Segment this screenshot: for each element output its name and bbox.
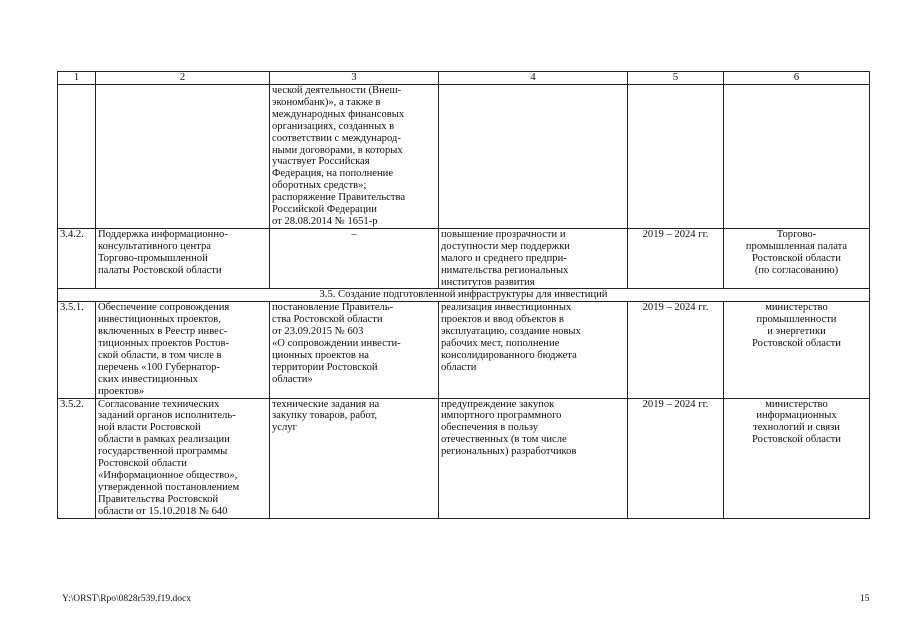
cell-line: консолидированного бюджета — [441, 349, 577, 361]
header-cell: 5 — [628, 72, 724, 85]
cell-line: ческой деятельности (Внеш- — [272, 85, 402, 96]
cell-line: территории Ростовской — [272, 361, 378, 373]
cell-line: включенных в Реестр инвес- — [98, 326, 228, 338]
table-cell — [96, 228, 270, 289]
cell-line: Торгово-промышленной — [98, 252, 208, 264]
header-cell: 6 — [724, 72, 870, 85]
cell-line: информационных — [756, 410, 837, 422]
cell-line: (по согласованию) — [754, 264, 839, 276]
cell-line: министерство — [765, 302, 828, 314]
cell-line: Ростовской области — [752, 434, 841, 446]
table-cell: 2019 – 2024 гг. — [628, 228, 724, 289]
row-number: 3.4.2. — [58, 228, 96, 289]
cell-line: эксплуатацию, создание новых — [441, 326, 581, 338]
cell-line: участвует Российская — [272, 156, 370, 168]
cell-line: Торгово- — [776, 228, 817, 240]
document-table — [57, 71, 870, 519]
table-cell — [724, 398, 870, 518]
cell-line: тиционных проектов Ростов- — [98, 338, 230, 350]
table-cell — [270, 398, 439, 518]
cell-line: ными договорами, в которых — [272, 144, 403, 156]
table-cell — [96, 398, 270, 518]
cell-line: технологий и связи — [753, 422, 840, 434]
table-cell — [96, 302, 270, 398]
table-cell — [724, 228, 870, 289]
cell-line: ной власти Ростовской — [98, 422, 201, 434]
cell-line: от 28.08.2014 № 1651-р — [272, 215, 378, 227]
cell-line: услуг — [272, 422, 297, 434]
header-cell: 4 — [439, 72, 628, 85]
cell-line: оборотных средств»; — [272, 180, 367, 192]
cell-line: «О сопровождении инвести- — [272, 338, 401, 350]
cell-line: распоряжение Правительства — [272, 192, 406, 204]
footer-file-path: Y:\ORST\Rpo\0828r539.f19.docx — [62, 594, 191, 604]
cell-line: Ростовской области — [752, 252, 841, 264]
table-cell — [439, 228, 628, 289]
row-number: 3.5.1. — [58, 302, 96, 398]
cell-line: области» — [272, 373, 313, 385]
cell-line: Поддержка информационно- — [98, 228, 228, 240]
cell-line: палаты Ростовской области — [98, 264, 222, 276]
cell-line: соответствии с международ- — [272, 132, 401, 144]
cell-line: Российской Федерации — [272, 204, 377, 216]
cell-line: промышленная палата — [745, 240, 848, 252]
cell-line: от 23.09.2015 № 603 — [272, 326, 364, 338]
cell-line: ционных проектов на — [272, 349, 369, 361]
cell-line: области в рамках реализации — [98, 434, 230, 446]
section-title: 3.5. Создание подготовленной инфраструктуры для инвестиций — [58, 289, 870, 302]
table-cell — [724, 85, 870, 229]
cell-line: Ростовской области — [752, 338, 841, 350]
cell-line: государственной программы — [98, 446, 228, 458]
cell-line: нимательства региональных — [441, 264, 569, 276]
cell-line: экономбанк)», а также в — [272, 96, 381, 108]
cell-line: области — [441, 361, 477, 373]
table-header-row — [58, 72, 870, 85]
table-row-3-4-2 — [58, 228, 870, 289]
cell-line: реализация инвестиционных — [441, 302, 572, 314]
cell-line: Согласование технических — [98, 398, 220, 410]
row-number: 3.5.2. — [58, 398, 96, 518]
table-cell: – — [270, 228, 439, 289]
cell-line: международных финансовых — [272, 108, 405, 120]
cell-line: проектов и ввод объектов в — [441, 314, 564, 326]
table-cell: 2019 – 2024 гг. — [628, 302, 724, 398]
cell-line: министерство — [765, 398, 828, 410]
cell-line: и энергетики — [767, 326, 826, 338]
cell-line: инвестиционных проектов, — [98, 314, 221, 326]
cell-line: отечественных (в том числе — [441, 434, 567, 446]
table-cell — [270, 302, 439, 398]
cell-line: малого и среднего предпри- — [441, 252, 567, 264]
cell-line: организациях, созданных в — [272, 120, 395, 132]
cell-line: технические задания на — [272, 398, 380, 410]
header-cell: 2 — [96, 72, 270, 85]
table-cell — [628, 85, 724, 229]
cell-line: рабочих мест, пополнение — [441, 338, 560, 350]
header-cell: 3 — [270, 72, 439, 85]
table-row-3-5-2 — [58, 398, 870, 518]
cell-line: утвержденной постановлением — [98, 481, 240, 493]
cell-line: закупку товаров, работ, — [272, 410, 378, 422]
section-row-3-5 — [58, 289, 870, 302]
table-cell — [439, 398, 628, 518]
cell-line: доступности мер поддержки — [441, 240, 570, 252]
table-cell — [270, 85, 439, 229]
table-row-continuation — [58, 85, 870, 229]
header-cell: 1 — [58, 72, 96, 85]
cell-line: предупреждение закупок — [441, 398, 555, 410]
cell-line: ской области, в том числе в — [98, 349, 222, 361]
cell-line: «Информационное общество», — [98, 470, 238, 481]
table-cell: 2019 – 2024 гг. — [628, 398, 724, 518]
cell-line: Правительства Ростовской — [98, 493, 219, 505]
cell-line: Ростовской области — [98, 458, 187, 470]
cell-line: Обеспечение сопровождения — [98, 302, 230, 314]
cell-line: промышленности — [756, 314, 837, 326]
table-row-3-5-1 — [58, 302, 870, 398]
cell-line: институтов развития — [441, 276, 535, 288]
cell-line: области от 15.10.2018 № 640 — [98, 505, 228, 517]
cell-line: обеспечения в пользу — [441, 422, 539, 434]
footer-page-number: 15 — [860, 594, 870, 604]
cell-line: региональных) разработчиков — [441, 446, 577, 458]
table-cell — [724, 302, 870, 398]
cell-line: проектов» — [98, 385, 145, 397]
table-cell — [439, 302, 628, 398]
cell-line: консультативного центра — [98, 240, 211, 252]
table-cell — [96, 85, 270, 229]
cell-line: повышение прозрачности и — [441, 228, 566, 240]
cell-line: Федерация, на пополнение — [272, 168, 394, 180]
cell-line: ских инвестиционных — [98, 373, 199, 385]
cell-line: перечень «100 Губернатор- — [98, 361, 220, 373]
cell-line: импортного программного — [441, 410, 562, 422]
table-cell — [439, 85, 628, 229]
cell-line: заданий органов исполнитель- — [98, 410, 236, 422]
cell-line: ства Ростовской области — [272, 314, 383, 326]
table-cell — [58, 85, 96, 229]
cell-line: постановление Правитель- — [272, 302, 394, 314]
